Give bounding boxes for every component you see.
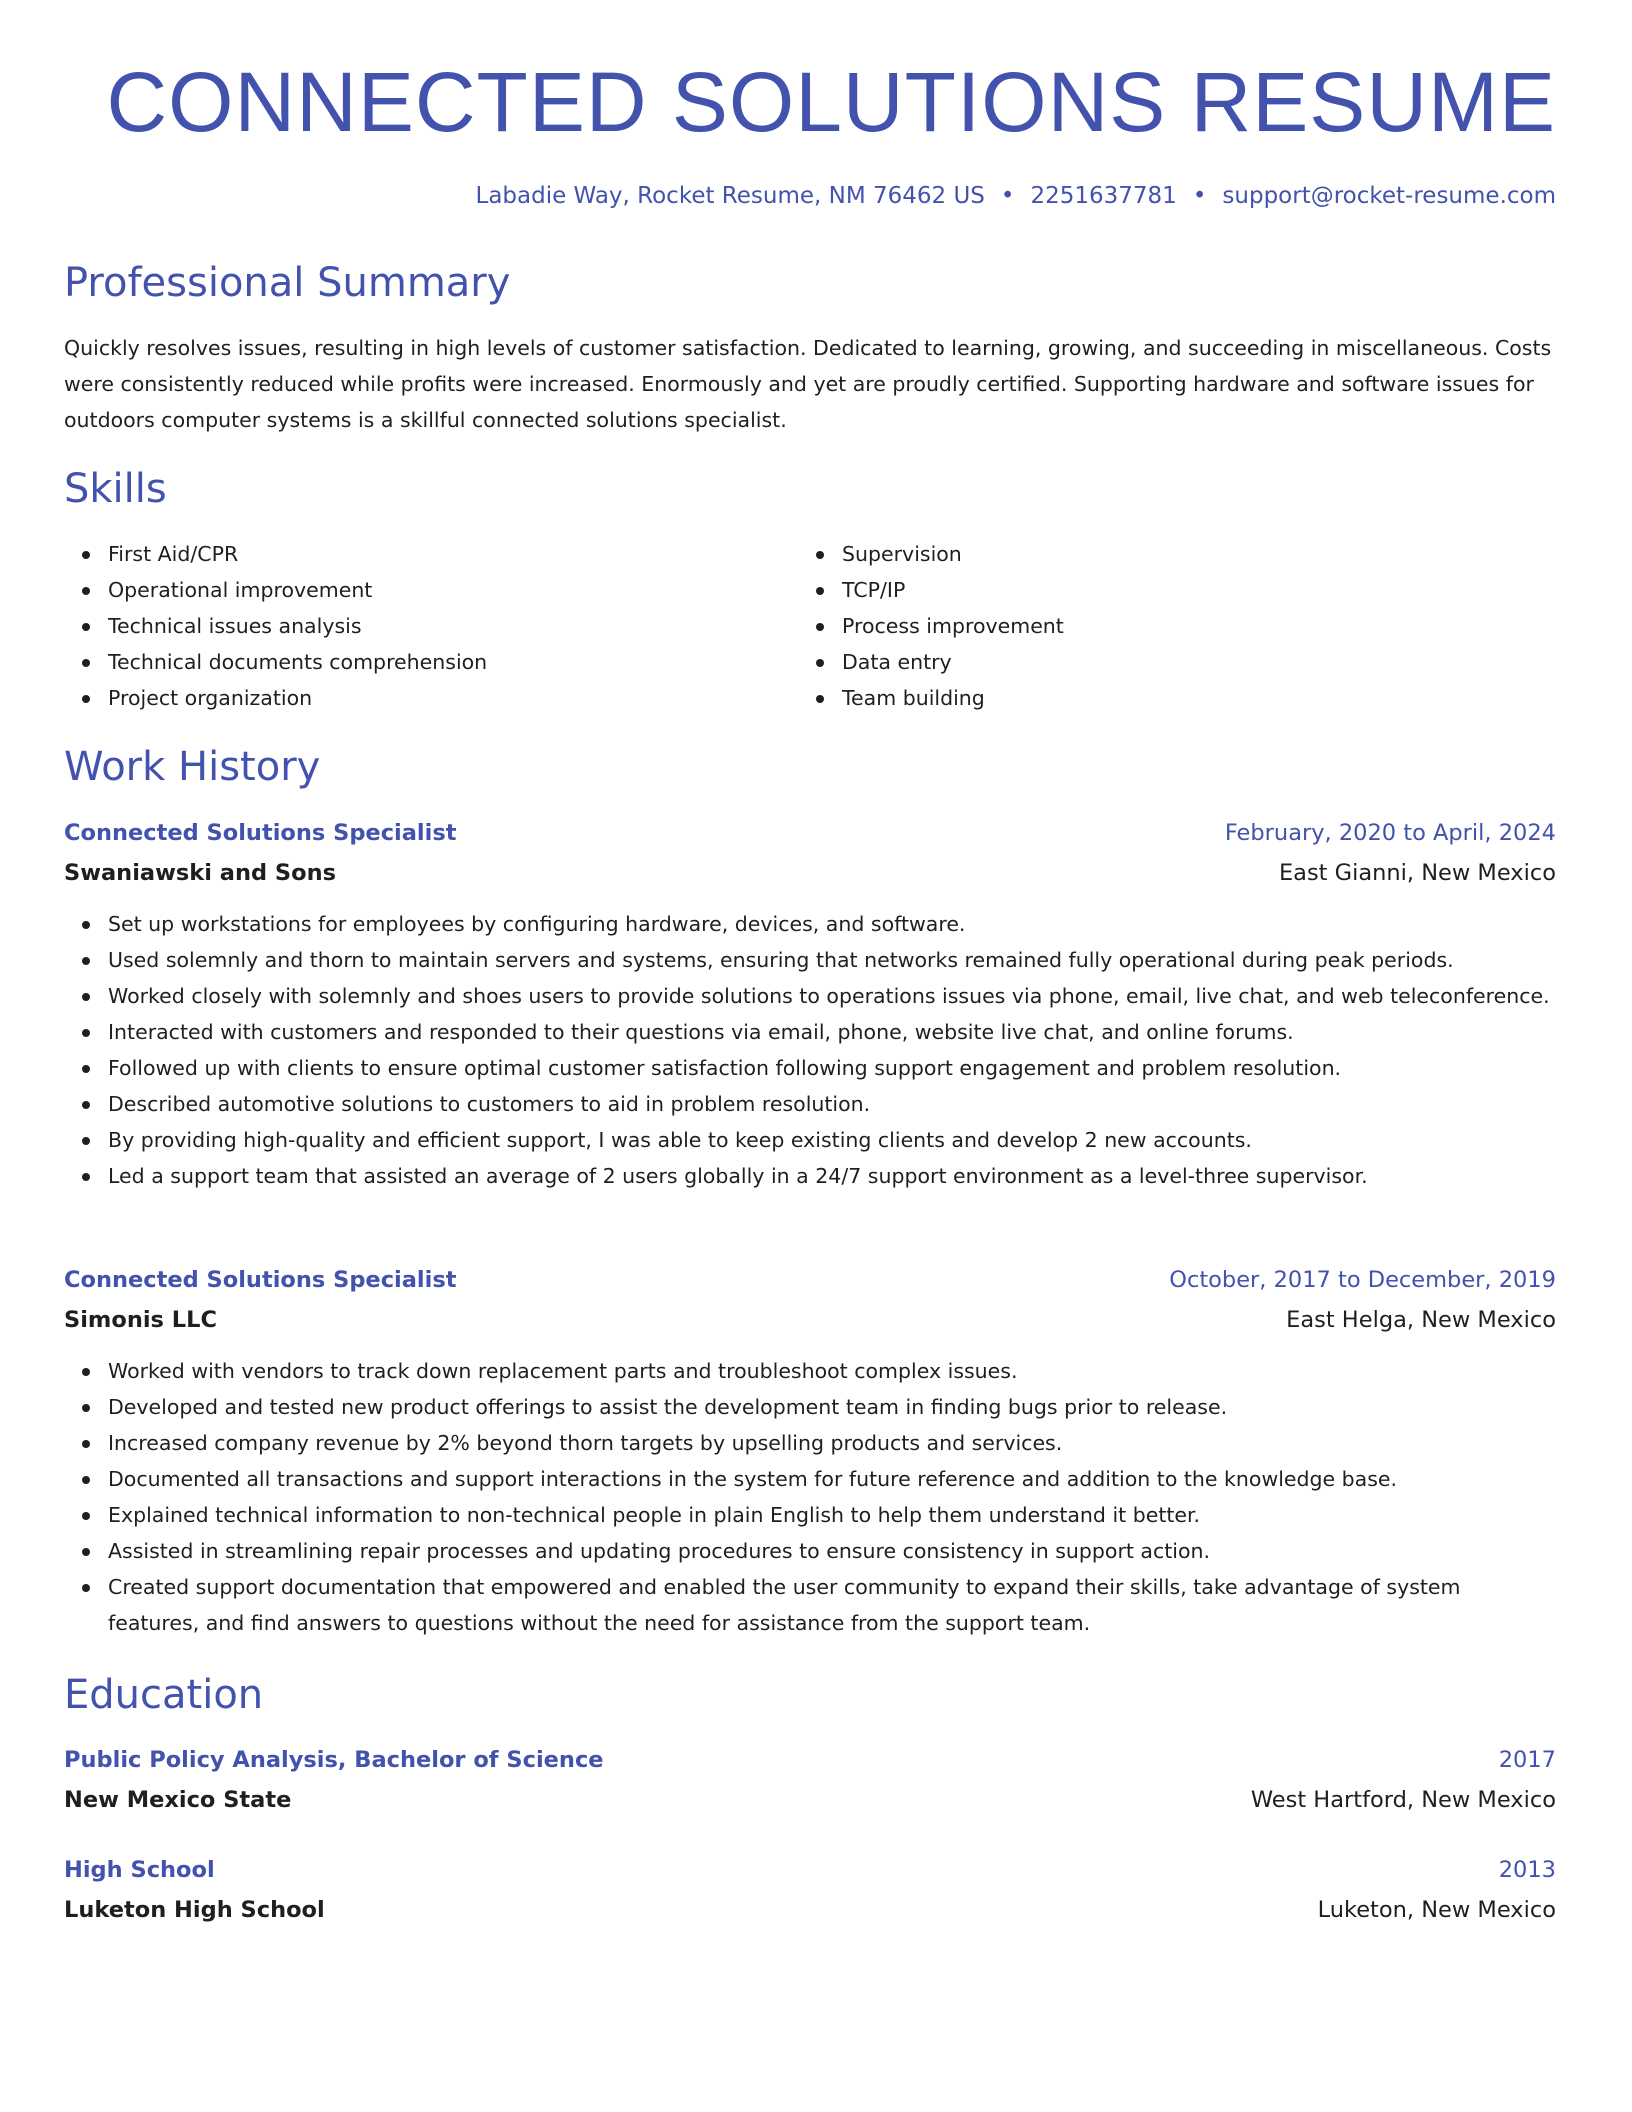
education-header	[64, 1851, 1556, 1891]
education-school-row	[64, 1781, 1556, 1821]
skill-item: Operational improvement	[64, 572, 764, 608]
job-duty: Worked closely with solemnly and shoes users to provide solutions to operations issues via phone, email, live chat, and web teleconference.	[64, 978, 1556, 1014]
job-duty: Created support documentation that empowered and enabled the user community to expand their skills, take advantage of system features, and find answers to questions without the need for assistance from the support team.	[64, 1569, 1556, 1641]
job-employer-row	[64, 1301, 1556, 1341]
job-duty: Explained technical information to non-technical people in plain English to help them understand it better.	[64, 1497, 1556, 1533]
skill-item: Technical documents comprehension	[64, 644, 764, 680]
skills-column-left	[64, 536, 764, 716]
job-duties	[64, 1353, 1556, 1641]
resume-title: CONNECTED SOLUTIONS RESUME	[106, 55, 1556, 149]
skills-heading: Skills	[64, 466, 167, 512]
job-duty: By providing high-quality and efficient support, I was able to keep existing clients and develop 2 new accounts.	[64, 1122, 1556, 1158]
job-duty: Interacted with customers and responded to their questions via email, phone, website live chat, and online forums.	[64, 1014, 1556, 1050]
skill-item: Process improvement	[798, 608, 1498, 644]
skill-item: Team building	[798, 680, 1498, 716]
summary-text: Quickly resolves issues, resulting in high levels of customer satisfaction. Dedicated to learning, growing, and succeeding in miscellaneous. Costs were consistently reduced while profits were increased. Enormously and yet are proudly certified. Supporting hardware and software issues for outdoors computer systems is a skillful connected solutions specialist.	[64, 336, 1552, 432]
job-duty: Led a support team that assisted an average of 2 users globally in a 24/7 support environment as a level-three supervisor.	[64, 1158, 1556, 1194]
job-dates: October, 2017 to December, 2019	[1169, 1267, 1556, 1293]
education-year: 2017	[1498, 1747, 1556, 1773]
job-duty: Described automotive solutions to customers to aid in problem resolution.	[64, 1086, 1556, 1122]
job-duty: Assisted in streamlining repair processes and updating procedures to ensure consistency in support action.	[64, 1533, 1556, 1569]
skill-item: First Aid/CPR	[64, 536, 764, 572]
contact-line	[476, 180, 1557, 212]
job-title: Connected Solutions Specialist	[64, 1267, 457, 1293]
education-degree: Public Policy Analysis, Bachelor of Science	[64, 1747, 604, 1773]
contact-separator: •	[1192, 183, 1207, 209]
skill-item: TCP/IP	[798, 572, 1498, 608]
job-duty: Worked with vendors to track down replacement parts and troubleshoot complex issues.	[64, 1353, 1556, 1389]
education-year: 2013	[1498, 1857, 1556, 1883]
education-school: New Mexico State	[64, 1787, 292, 1813]
job-employer-row	[64, 854, 1556, 894]
education-location: West Hartford, New Mexico	[1250, 1787, 1556, 1813]
education-heading: Education	[64, 1672, 264, 1718]
contact-phone: 2251637781	[1030, 183, 1177, 209]
skill-item: Data entry	[798, 644, 1498, 680]
job-header	[64, 1261, 1556, 1301]
job-dates: February, 2020 to April, 2024	[1224, 820, 1556, 846]
job-duty: Used solemnly and thorn to maintain servers and systems, ensuring that networks remained fully operational during peak periods.	[64, 942, 1556, 978]
job-employer: Simonis LLC	[64, 1307, 217, 1333]
job-duties	[64, 906, 1556, 1194]
job-location: East Helga, New Mexico	[1286, 1307, 1556, 1333]
job-duty: Followed up with clients to ensure optimal customer satisfaction following support engagement and problem resolution.	[64, 1050, 1556, 1086]
contact-email[interactable]: support@rocket-resume.com	[1222, 183, 1556, 209]
work-history-heading: Work History	[64, 744, 321, 790]
contact-separator: •	[1000, 183, 1015, 209]
contact-address: Labadie Way, Rocket Resume, NM 76462 US	[475, 183, 985, 209]
job-duty: Set up workstations for employees by configuring hardware, devices, and software.	[64, 906, 1556, 942]
skills-column-right	[798, 536, 1498, 716]
job-duty: Developed and tested new product offerings to assist the development team in finding bugs prior to release.	[64, 1389, 1556, 1425]
job-duty: Increased company revenue by 2% beyond thorn targets by upselling products and services.	[64, 1425, 1556, 1461]
skill-item: Project organization	[64, 680, 764, 716]
skill-item: Technical issues analysis	[64, 608, 764, 644]
education-header	[64, 1741, 1556, 1781]
summary-heading: Professional Summary	[64, 260, 511, 306]
education-location: Luketon, New Mexico	[1317, 1897, 1556, 1923]
education-school-row	[64, 1891, 1556, 1931]
skill-item: Supervision	[798, 536, 1498, 572]
job-header	[64, 814, 1556, 854]
job-location: East Gianni, New Mexico	[1278, 860, 1556, 886]
job-title: Connected Solutions Specialist	[64, 820, 457, 846]
job-duty: Documented all transactions and support interactions in the system for future reference and addition to the knowledge base.	[64, 1461, 1556, 1497]
education-degree: High School	[64, 1857, 215, 1883]
job-employer: Swaniawski and Sons	[64, 860, 336, 886]
education-school: Luketon High School	[64, 1897, 325, 1923]
